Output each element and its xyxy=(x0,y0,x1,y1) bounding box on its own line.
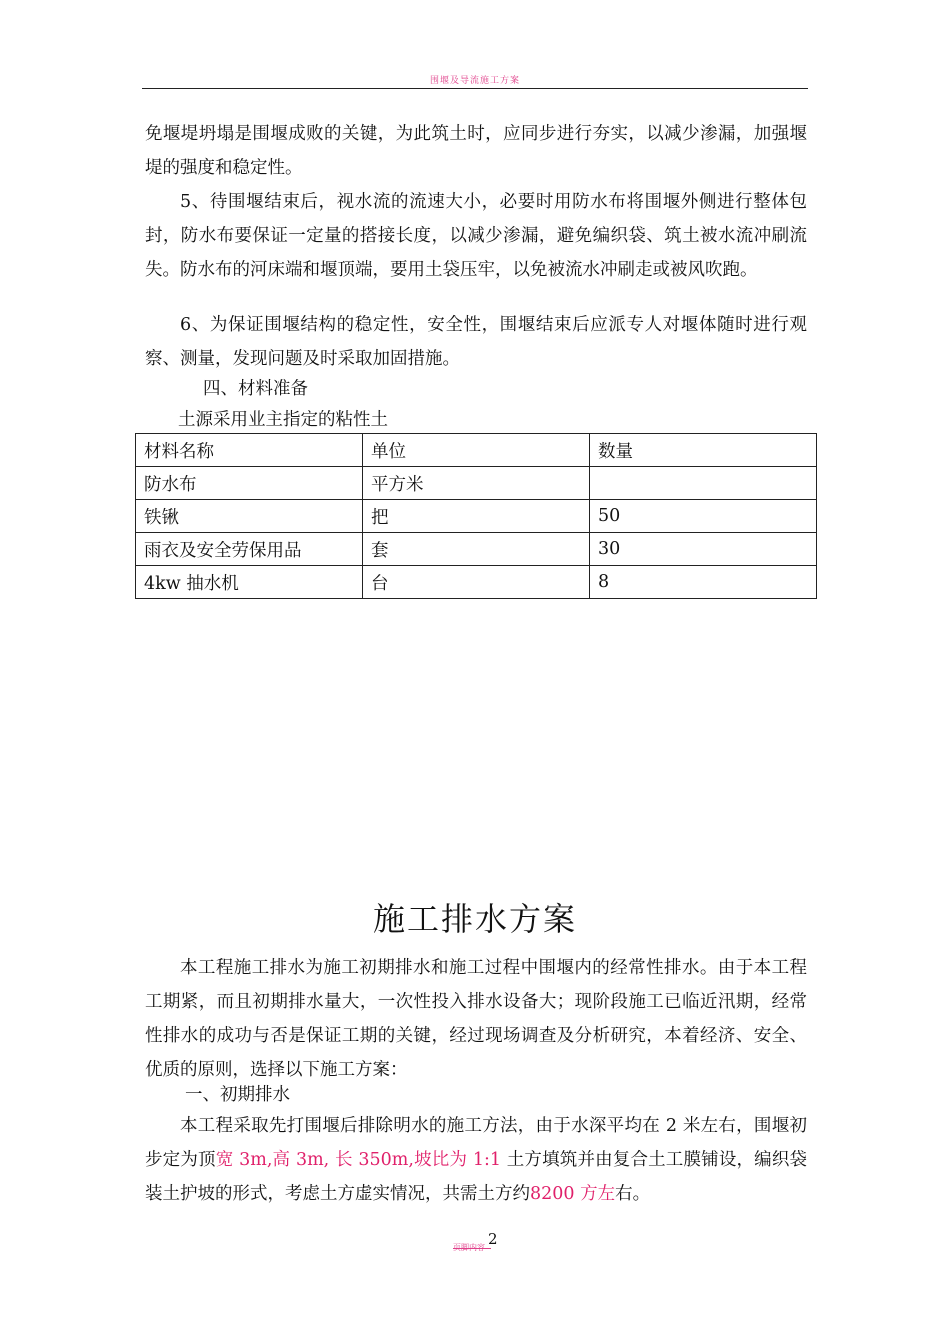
table-cell: 把 xyxy=(363,500,590,533)
paragraph-dam-collapse: 免堰堤坍塌是围堰成败的关键，为此筑土时，应同步进行夯实，以减少渗漏，加强堰堤的强度和稳定性。 xyxy=(145,124,807,178)
section-title: 施工排水方案 xyxy=(372,900,577,938)
heading-materials: 四、材料准备 xyxy=(203,379,308,399)
header-cell: 数量 xyxy=(590,434,817,467)
drainage-text-c: 右。 xyxy=(615,1184,651,1204)
table-cell: 套 xyxy=(363,533,590,566)
cofferdam-dimensions: 宽 3m,高 3m, 长 350m,坡比为 1:1 xyxy=(215,1150,502,1170)
header-divider xyxy=(142,88,808,89)
soil-source-note: 土源采用业主指定的粘性土 xyxy=(178,410,388,430)
paragraph-intro: 本工程施工排水为施工初期排水和施工过程中围堰内的经常性排水。由于本工程工期紧，而且初期排水量大，一次性投入排水设备大；现阶段施工已临近汛期，经常性排水的成功与否是保证工期的关键，经过现场调查及分析研究，本着经济、安全、优质的原则，选择以下施工方案： xyxy=(145,958,807,1080)
drainage-text-b: 土方填筑并由复合土工膜铺设，编织袋装土护坡的形式，考虑土方虚实情况，共需土方约 xyxy=(145,1150,807,1204)
paragraph-item-6: 6、为保证围堰结构的稳定性，安全性，围堰结束后应派专人对堰体随时进行观察、测量，发现问题及时采取加固措施。 xyxy=(145,315,807,369)
table-cell: 雨衣及安全劳保用品 xyxy=(136,533,363,566)
page-number: 2 xyxy=(488,1230,498,1248)
footer-label: 页脚内容 xyxy=(453,1243,485,1252)
table-row xyxy=(136,500,817,533)
table-cell: 防水布 xyxy=(136,467,363,500)
header-cell: 材料名称 xyxy=(136,434,363,467)
table-cell: 30 xyxy=(590,533,817,566)
drainage-text-a: 本工程采取先打围堰后排除明水的施工方法，由于水深平均在 2 米左右，围堰初步定为顶 xyxy=(145,1116,807,1170)
heading-initial-drainage: 一、初期排水 xyxy=(185,1085,290,1105)
table-cell xyxy=(590,467,817,500)
table-cell: 4kw 抽水机 xyxy=(136,566,363,599)
table-header-row xyxy=(136,434,817,467)
footer-divider xyxy=(453,1248,491,1249)
table-cell: 台 xyxy=(363,566,590,599)
table-cell: 8 xyxy=(590,566,817,599)
page-header-title: 围堰及导流施工方案 xyxy=(429,76,520,86)
table-cell: 铁锹 xyxy=(136,500,363,533)
table-cell: 50 xyxy=(590,500,817,533)
paragraph-initial-drainage xyxy=(145,1109,807,1211)
table-row xyxy=(136,467,817,500)
table-row xyxy=(136,533,817,566)
materials-table xyxy=(135,433,817,599)
header-cell: 单位 xyxy=(363,434,590,467)
paragraph-item-5: 5、待围堰结束后，视水流的流速大小，必要时用防水布将围堰外侧进行整体包封，防水布要保证一定量的搭接长度，以减少渗漏，避免编织袋、筑土被水流冲刷流失。防水布的河床端和堰顶端，要用土袋压牢，以免被流水冲刷走或被风吹跑。 xyxy=(145,192,807,280)
table-cell: 平方米 xyxy=(363,467,590,500)
earthwork-volume: 8200 方左 xyxy=(530,1184,616,1204)
table-row xyxy=(136,566,817,599)
